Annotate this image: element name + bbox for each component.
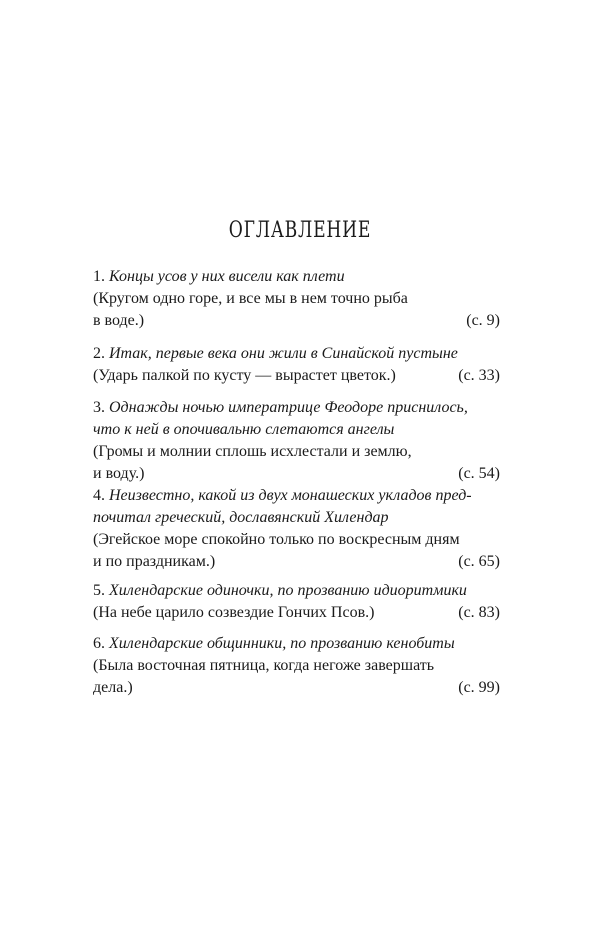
entry-heading — [93, 580, 500, 602]
entry-page-ref: (с. 65) — [458, 553, 500, 570]
entry-subtitle-end: и воду.) — [93, 465, 145, 482]
entry-heading-line: Однажды ночью императрице Феодоре приснилось, — [109, 399, 468, 416]
entry-subtitle-line: (Кругом одно горе, и все мы в нем точно рыба — [93, 290, 408, 307]
entry-heading-line: почитал греческий, дославянский Хилендар — [93, 509, 389, 526]
entry-number: 2. — [93, 345, 105, 362]
entry-heading — [93, 266, 500, 288]
entry-heading-line: Итак, первые века они жили в Синайской пустыне — [109, 345, 458, 362]
entry-subtitle-line: (Громы и молнии сплошь исхлестали и землю, — [93, 443, 412, 460]
entry-last-line — [93, 551, 500, 573]
entry-number: 6. — [93, 635, 105, 652]
entry-subtitle-line: (Была восточная пятница, когда негоже завершать — [93, 657, 435, 674]
entry-last-line — [93, 463, 500, 485]
entry-heading-line: Концы усов у них висели как плети — [109, 268, 345, 285]
entry-last-line — [93, 677, 500, 699]
entry-subtitle-end: дела.) — [93, 679, 133, 696]
entry-page-ref: (с. 99) — [458, 679, 500, 696]
entry-heading — [93, 485, 500, 507]
entry-heading-line: Хилендарские одиночки, по прозванию идиоритмики — [109, 582, 467, 599]
entry-heading-line: Неизвестно, какой из двух монашеских укладов пред- — [109, 487, 472, 504]
toc-entry — [93, 485, 500, 573]
entry-subtitle-end: (Ударь палкой по кусту — вырастет цветок.) — [93, 367, 396, 384]
entry-page-ref: (с. 54) — [458, 465, 500, 482]
entry-number: 3. — [93, 399, 105, 416]
entry-subtitle-line: (Эгейское море спокойно только по воскресным дням — [93, 531, 460, 548]
entry-heading-line: что к ней в опочивальню слетаются ангелы — [93, 421, 395, 438]
toc-entry — [93, 580, 500, 624]
entry-page-ref: (с. 9) — [466, 312, 500, 329]
entry-number: 5. — [93, 582, 105, 599]
toc-entry — [93, 343, 500, 387]
entry-heading — [93, 397, 500, 419]
entry-heading — [93, 633, 500, 655]
toc-entry — [93, 633, 500, 699]
entry-heading-line: Хилендарские общинники, по прозванию кенобиты — [109, 635, 455, 652]
page-title: ОГЛАВЛЕНИЕ — [228, 218, 372, 243]
entry-page-ref: (с. 33) — [458, 367, 500, 384]
entry-subtitle-end: (На небе царило созвездие Гончих Псов.) — [93, 604, 375, 621]
entry-number: 1. — [93, 268, 105, 285]
entry-last-line — [93, 602, 500, 624]
entry-last-line — [93, 365, 500, 387]
entry-number: 4. — [93, 487, 105, 504]
entry-page-ref: (с. 83) — [458, 604, 500, 621]
entry-subtitle-end: и по праздникам.) — [93, 553, 216, 570]
toc-entry — [93, 266, 500, 332]
entry-heading — [93, 343, 500, 365]
toc-entry — [93, 397, 500, 485]
entry-subtitle-end: в воде.) — [93, 312, 145, 329]
entry-last-line — [93, 310, 500, 332]
